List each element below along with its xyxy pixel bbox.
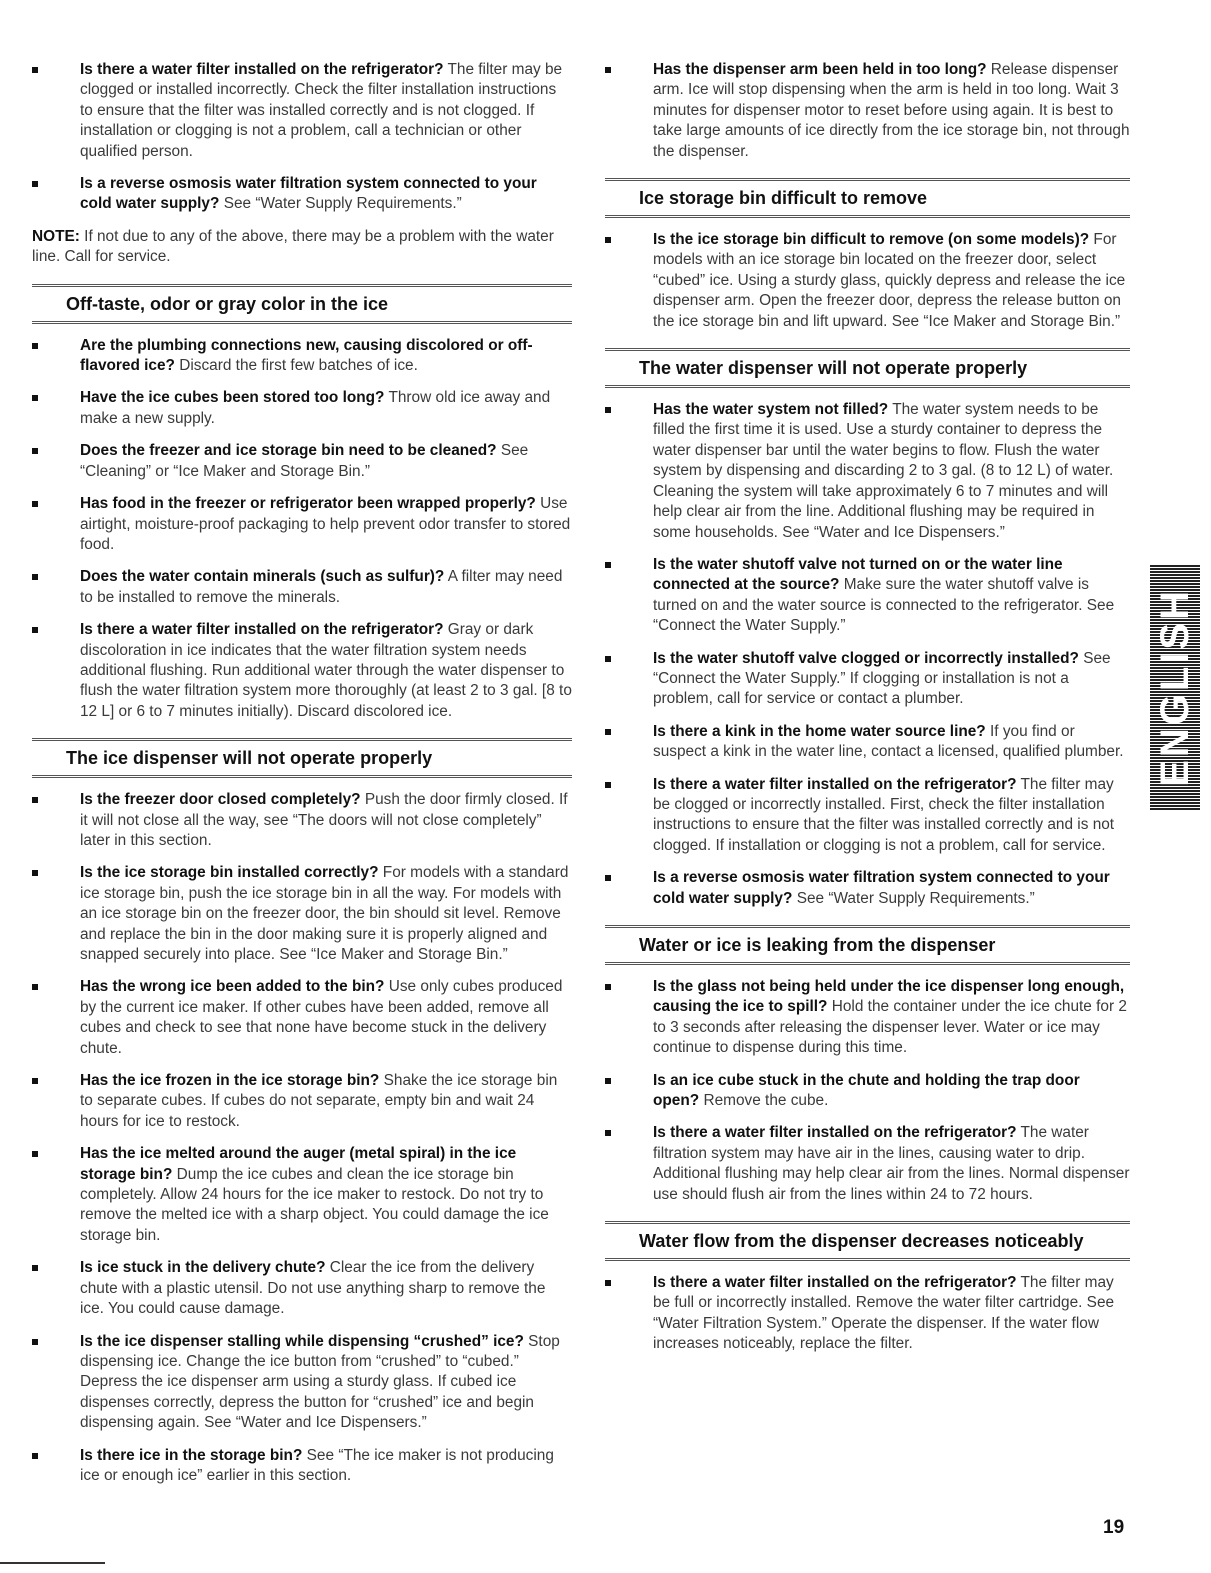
bullet-icon bbox=[605, 407, 611, 413]
answer-text: Shake the ice storage bin to separate cubes. If cubes do not separate, empty bin and wait 24 hours for ice to restock. bbox=[80, 1072, 558, 1130]
answer-text: Stop dispensing ice. Change the ice button from “crushed” to “cubed.” Depress the ice dispenser arm using a sturdy glass. If cubed ice dispenses correctly, depress the button for “crushed” ice and begin dispensing again. See “Water and Ice Dispensers.” bbox=[80, 1332, 560, 1432]
answer-text: Dump the ice cubes and clean the ice storage bin completely. Allow 24 hours for the ice maker to restock. Do not try to remove the melted ice with a sharp object. You could damage the ice storage bin. bbox=[80, 1165, 549, 1244]
troubleshooting-item bbox=[605, 1273, 1130, 1355]
troubleshooting-item bbox=[32, 863, 572, 965]
page-number: 19 bbox=[1103, 1517, 1125, 1538]
question-text: Is there ice in the storage bin? bbox=[80, 1446, 303, 1464]
left-column bbox=[32, 60, 572, 1498]
question-text: Is the ice dispenser stalling while dispensing “crushed” ice? bbox=[80, 1332, 524, 1350]
bullet-icon bbox=[32, 448, 38, 454]
question-text: Has the ice melted around the auger (metal spiral) in the ice storage bin? bbox=[80, 1145, 517, 1183]
troubleshooting-item bbox=[32, 1071, 572, 1132]
troubleshooting-item bbox=[32, 1144, 572, 1246]
answer-text: Hold the container under the ice chute for 2 to 3 seconds after releasing the dispenser lever. Water or ice may continue to dispense during this time. bbox=[653, 998, 1127, 1057]
answer-text: The water system needs to be filled the first time it is used. Use a sturdy container to depress the water dispenser bar until the water begins to flow. Flush the water system by dispensing and discarding 2 to 3 gal. (8 to 12 L) of water. Cleaning the system will take approximately 6 to 7 minutes and will help clear air from the line. Additional flushing may be required in some households. See “Water and Ice Dispensers.” bbox=[653, 401, 1114, 541]
answer-text: See “Water Supply Requirements.” bbox=[796, 889, 1035, 907]
troubleshooting-item bbox=[32, 567, 572, 608]
troubleshooting-item bbox=[32, 1446, 572, 1487]
troubleshooting-item bbox=[32, 441, 572, 482]
section-heading: Water flow from the dispenser decreases noticeably bbox=[605, 1221, 1130, 1261]
troubleshooting-item bbox=[605, 1123, 1130, 1205]
question-text: Is the water shutoff valve clogged or incorrectly installed? bbox=[653, 649, 1079, 667]
troubleshooting-item bbox=[32, 336, 572, 377]
troubleshooting-item bbox=[605, 555, 1130, 637]
bullet-icon bbox=[32, 181, 38, 187]
section-heading: Ice storage bin difficult to remove bbox=[605, 178, 1130, 218]
troubleshooting-item bbox=[605, 868, 1130, 909]
question-text: Has food in the freezer or refrigerator been wrapped properly? bbox=[80, 495, 536, 513]
question-text: Is the water shutoff valve not turned on or the water line connected at the source? bbox=[653, 555, 1063, 594]
answer-text: The filter may be clogged or incorrectly installed. First, check the filter installation instructions to ensure that the filter was installed correctly and is not clogged. If installation or clogging is not a problem, call for service. bbox=[653, 775, 1115, 854]
answer-text: Throw old ice away and make a new supply. bbox=[80, 389, 551, 427]
right-column bbox=[605, 60, 1130, 1367]
troubleshooting-item bbox=[605, 775, 1130, 857]
footer-rule bbox=[0, 1562, 105, 1564]
troubleshooting-item bbox=[605, 649, 1130, 710]
bullet-icon bbox=[32, 1151, 38, 1157]
answer-text: Make sure the water shutoff valve is turned on and the water source is connected to the refrigerator. See “Connect the Water Supply.” bbox=[653, 576, 1115, 635]
question-text: Is an ice cube stuck in the chute and holding the trap door open? bbox=[653, 1071, 1080, 1110]
bullet-icon bbox=[605, 1078, 611, 1084]
troubleshooting-item bbox=[605, 60, 1130, 162]
bullet-icon bbox=[605, 1130, 611, 1136]
bullet-icon bbox=[605, 656, 611, 662]
troubleshooting-item bbox=[32, 620, 572, 722]
bullet-icon bbox=[605, 237, 611, 243]
question-text: Is there a water filter installed on the refrigerator? bbox=[653, 775, 1017, 793]
answer-text: For models with a standard ice storage bin, push the ice storage bin in all the way. For models with an ice storage bin on the freezer door, the bin should sit level. Remove and replace the bin in the door making sure it is properly aligned and snapped securely into place. See “Ice Maker and Storage Bin.” bbox=[80, 864, 569, 963]
bullet-icon bbox=[32, 870, 38, 876]
language-tab-label: ENGLISH bbox=[1152, 588, 1197, 787]
troubleshooting-item bbox=[32, 977, 572, 1059]
answer-text: See “Water Supply Requirements.” bbox=[223, 195, 462, 213]
troubleshooting-item bbox=[605, 722, 1130, 763]
section-heading: Off-taste, odor or gray color in the ice bbox=[32, 284, 572, 324]
answer-text: Use only cubes produced by the current ice maker. If other cubes have been added, remove all cubes and check to see that none have become stuck in the delivery chute. bbox=[80, 978, 563, 1057]
troubleshooting-item bbox=[605, 400, 1130, 543]
note-paragraph bbox=[32, 227, 572, 268]
troubleshooting-item bbox=[32, 494, 572, 555]
troubleshooting-item bbox=[32, 388, 572, 429]
question-text: Has the dispenser arm been held in too long? bbox=[653, 61, 987, 78]
answer-text: Release dispenser arm. Ice will stop dispensing when the arm is held in too long. Wait 3 minutes for dispenser motor to reset before using again. It is best to take large amounts of ice directly from the ice storage bin, not through the dispenser. bbox=[653, 61, 1130, 160]
bullet-icon bbox=[32, 1265, 38, 1271]
question-text: Has the ice frozen in the ice storage bin? bbox=[80, 1072, 380, 1090]
bullet-icon bbox=[32, 1339, 38, 1345]
question-text: Has the wrong ice been added to the bin? bbox=[80, 978, 385, 996]
bullet-icon bbox=[32, 797, 38, 803]
bullet-icon bbox=[32, 343, 38, 349]
bullet-icon bbox=[605, 984, 611, 990]
bullet-icon bbox=[605, 1280, 611, 1286]
answer-text: For models with an ice storage bin located on the freezer door, select “cubed” ice. Using a sturdy glass, quickly depress and release the ice dispenser arm. Open the freezer door, depress the release button on the ice storage bin and lift upward. See “Ice Maker and Storage Bin.” bbox=[653, 231, 1126, 330]
bullet-icon bbox=[32, 984, 38, 990]
answer-text: The water filtration system may have air in the lines, causing water to drip. Additional flushing may help clear air from the lines. Normal dispenser use should flush air from the lines within 24 to 72 hours. bbox=[653, 1124, 1130, 1203]
question-text: Is there a water filter installed on the refrigerator? bbox=[80, 61, 444, 78]
troubleshooting-item bbox=[605, 230, 1130, 332]
answer-text: Discard the first few batches of ice. bbox=[179, 357, 418, 375]
answer-text: Remove the cube. bbox=[703, 1092, 829, 1110]
bullet-icon bbox=[32, 395, 38, 401]
answer-text: If you find or suspect a kink in the water line, contact a licensed, qualified plumber. bbox=[653, 722, 1124, 761]
question-text: Is there a water filter installed on the refrigerator? bbox=[653, 1124, 1017, 1142]
troubleshooting-item bbox=[32, 1332, 572, 1434]
bullet-icon bbox=[32, 574, 38, 580]
question-text: Is the ice storage bin installed correctly? bbox=[80, 864, 379, 882]
question-text: Is there a kink in the home water source line? bbox=[653, 722, 986, 740]
question-text: Is the ice storage bin difficult to remove (on some models)? bbox=[653, 231, 1090, 249]
answer-text: Push the door firmly closed. If it will not close all the way, see “The doors will not close completely” later in this section. bbox=[80, 791, 568, 849]
answer-text: Use airtight, moisture-proof packaging to help prevent odor transfer to stored food. bbox=[80, 495, 571, 553]
question-text: Is a reverse osmosis water filtration system connected to your cold water supply? bbox=[80, 175, 537, 213]
troubleshooting-item bbox=[32, 790, 572, 851]
note-text: If not due to any of the above, there may be a problem with the water line. Call for service. bbox=[32, 227, 554, 266]
question-text: Does the water contain minerals (such as sulfur)? bbox=[80, 568, 445, 586]
section-heading: Water or ice is leaking from the dispenser bbox=[605, 925, 1130, 965]
answer-text: A filter may need to be installed to remove the minerals. bbox=[80, 568, 563, 606]
bullet-icon bbox=[605, 729, 611, 735]
question-text: Have the ice cubes been stored too long? bbox=[80, 389, 385, 407]
troubleshooting-item bbox=[32, 60, 572, 162]
answer-text: The filter may be clogged or installed incorrectly. Check the filter installation instructions to ensure that the filter was installed correctly and is not clogged. If installation or clogging is not a problem, call a technician or other qualified person. bbox=[80, 61, 563, 160]
bullet-icon bbox=[32, 1453, 38, 1459]
troubleshooting-item bbox=[32, 1258, 572, 1319]
bullet-icon bbox=[32, 1078, 38, 1084]
question-text: Is there a water filter installed on the refrigerator? bbox=[80, 621, 444, 639]
bullet-icon bbox=[605, 67, 611, 73]
answer-text: See “Cleaning” or “Ice Maker and Storage Bin.” bbox=[80, 442, 529, 480]
troubleshooting-item bbox=[32, 174, 572, 215]
question-text: Is ice stuck in the delivery chute? bbox=[80, 1259, 326, 1277]
note-label: NOTE: bbox=[32, 227, 80, 245]
language-tab bbox=[1150, 565, 1200, 810]
answer-text: The filter may be full or incorrectly installed. Remove the water filter cartridge. See “Water Filtration System.” Operate the dispenser. If the water flow increases noticeably, replace the filter. bbox=[653, 1274, 1115, 1353]
bullet-icon bbox=[605, 782, 611, 788]
troubleshooting-item bbox=[605, 977, 1130, 1059]
question-text: Is the glass not being held under the ice dispenser long enough, causing the ice to spill? bbox=[653, 978, 1125, 1016]
answer-text: Gray or dark discoloration in ice indicates that the water filtration system needs additional flushing. Run additional water through the water dispenser to flush the water filtration system more thoroughly (at least 2 to 3 gal. [8 to 12 L] or 6 to 7 minutes initially). Discard discolored ice. bbox=[80, 621, 572, 720]
question-text: Is a reverse osmosis water filtration system connected to your cold water supply? bbox=[653, 869, 1110, 907]
answer-text: See “Connect the Water Supply.” If clogging or installation is not a problem, call for service or contact a plumber. bbox=[653, 649, 1111, 708]
bullet-icon bbox=[32, 627, 38, 633]
question-text: Is the freezer door closed completely? bbox=[80, 791, 361, 809]
section-heading: The water dispenser will not operate properly bbox=[605, 348, 1130, 388]
question-text: Has the water system not filled? bbox=[653, 401, 889, 419]
question-text: Is there a water filter installed on the refrigerator? bbox=[653, 1274, 1017, 1292]
bullet-icon bbox=[32, 501, 38, 507]
section-heading: The ice dispenser will not operate properly bbox=[32, 738, 572, 778]
answer-text: Clear the ice from the delivery chute with a plastic utensil. Do not use anything sharp to remove the ice. You could cause damage. bbox=[80, 1259, 546, 1318]
bullet-icon bbox=[605, 562, 611, 568]
question-text: Does the freezer and ice storage bin need to be cleaned? bbox=[80, 442, 497, 460]
bullet-icon bbox=[32, 67, 38, 73]
answer-text: See “The ice maker is not producing ice or enough ice” earlier in this section. bbox=[80, 1446, 554, 1484]
troubleshooting-item bbox=[605, 1071, 1130, 1112]
question-text: Are the plumbing connections new, causing discolored or off-flavored ice? bbox=[80, 336, 533, 375]
bullet-icon bbox=[605, 875, 611, 881]
